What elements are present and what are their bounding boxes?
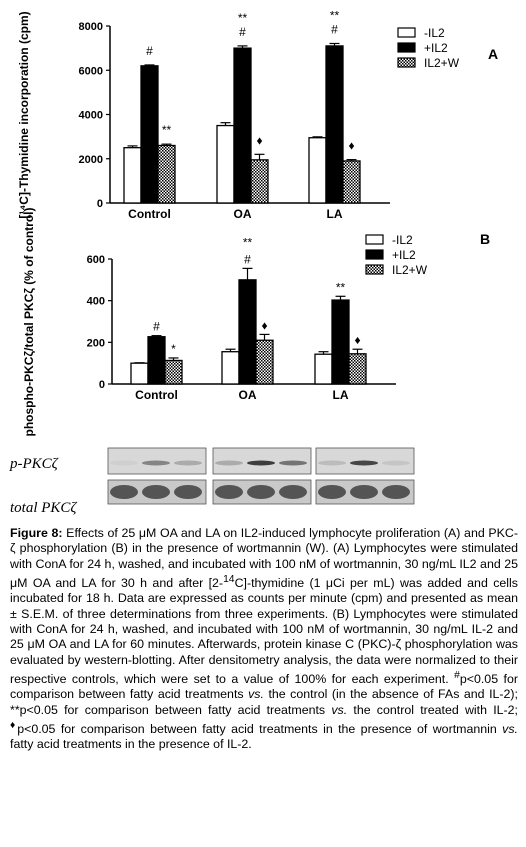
x-tick-label: Control <box>128 207 171 221</box>
x-tick-label: LA <box>332 388 349 402</box>
caption-text-5: the control treated with IL-2; <box>347 702 518 717</box>
legend-label: +IL2 <box>392 248 416 262</box>
bar <box>131 363 148 384</box>
blot-band <box>142 485 170 499</box>
blot-band <box>110 461 138 466</box>
western-blot <box>9 448 414 516</box>
bar <box>158 145 175 203</box>
caption-sup-hash: # <box>454 669 460 681</box>
bar <box>343 161 360 203</box>
panel-letter: B <box>480 231 491 247</box>
caption-vs-3: vs. <box>502 721 518 736</box>
x-tick-label: OA <box>238 388 257 402</box>
bar <box>251 160 268 203</box>
blot-band <box>318 485 346 499</box>
y-tick-label: 0 <box>96 198 103 210</box>
legend-label: -IL2 <box>392 233 413 247</box>
legend-swatch <box>398 28 415 37</box>
blot-band <box>174 485 202 499</box>
y-tick-label: 2000 <box>78 153 103 166</box>
caption-text-6: p<0.05 for comparison between fatty acid treatments in the presence of wortmannin <box>17 721 503 736</box>
blot-band <box>247 461 275 466</box>
y-tick-label: 400 <box>86 295 105 308</box>
bar <box>349 354 366 384</box>
x-tick-label: LA <box>326 207 343 221</box>
caption-text-3: p<0.05 for comparison between fatty acid treatments <box>10 671 518 702</box>
significance-mark: # <box>239 24 246 39</box>
legend-swatch <box>366 265 383 274</box>
significance-mark: ** <box>329 8 340 23</box>
significance-mark: ** <box>237 10 248 25</box>
y-tick-label: 200 <box>86 337 105 350</box>
bar <box>256 340 273 384</box>
caption-sup-diamond: ♦ <box>10 719 18 731</box>
blot-band <box>174 461 202 466</box>
significance-mark: * <box>171 341 176 356</box>
bar <box>222 352 239 384</box>
significance-mark: ♦ <box>354 333 361 348</box>
blot-band <box>142 461 170 466</box>
bar <box>141 66 158 203</box>
legend-label: IL2+W <box>424 56 460 70</box>
blot-band <box>350 485 378 499</box>
blot-band <box>382 461 410 466</box>
significance-mark: ** <box>161 123 172 138</box>
x-tick-label: Control <box>135 388 178 402</box>
blot-band <box>215 461 243 466</box>
bar <box>217 126 234 203</box>
bar <box>148 337 165 384</box>
legend-label: +IL2 <box>424 41 448 55</box>
blot-band <box>350 461 378 466</box>
significance-mark: ♦ <box>256 133 263 148</box>
y-axis-label: [¹⁴C]-Thymidine incorporation (cpm) <box>17 11 31 219</box>
y-tick-label: 0 <box>98 379 105 391</box>
bar <box>239 280 256 384</box>
figure-caption <box>10 526 518 753</box>
bar <box>315 354 332 384</box>
legend-swatch <box>366 235 383 244</box>
legend-swatch <box>366 250 383 259</box>
significance-mark: ** <box>242 235 253 250</box>
caption-text-4: the control (in the absence of FAs and IL-2); **p<0.05 for comparison between fatty acid treatments <box>10 687 518 717</box>
significance-mark: ♦ <box>348 138 355 153</box>
legend-label: IL2+W <box>392 263 428 277</box>
caption-text-7: fatty acid treatments in the presence of IL-2. <box>10 737 252 752</box>
y-tick-label: 6000 <box>78 65 103 78</box>
bar <box>124 148 141 203</box>
chart-panel-b <box>22 207 490 436</box>
blot-band <box>382 485 410 499</box>
significance-mark: # <box>146 43 153 58</box>
significance-mark: # <box>153 319 160 334</box>
caption-sup-14: 14 <box>223 573 235 585</box>
caption-vs-1: vs. <box>248 687 264 702</box>
chart-panel-a <box>17 8 498 221</box>
significance-mark: ♦ <box>261 318 268 333</box>
blot-row-label: total PKCζ <box>10 500 77 516</box>
caption-title: Figure 8: <box>10 526 63 540</box>
legend-swatch <box>398 43 415 52</box>
significance-mark: # <box>244 252 251 267</box>
caption-text-1: Effects of 25 μM OA and LA on IL2-induced lymphocyte proliferation (A) and PKC-ζ phosphorylation (B) in the presence of wortmannin (W). (A) Lymphocytes were stimulated with ConA for 24 h, washed, and incubated with 100 nM of wortmannin, 30 ng/mL IL2 and 25 μM OA and LA for 30 h and after [2- <box>10 526 518 591</box>
bar <box>326 46 343 203</box>
bar <box>309 138 326 203</box>
legend-label: -IL2 <box>424 26 445 40</box>
blot-band <box>110 485 138 499</box>
blot-row-label: p-PKCζ <box>10 456 58 472</box>
y-tick-label: 8000 <box>78 21 103 33</box>
blot-band <box>215 485 243 499</box>
blot-band <box>318 461 346 466</box>
panel-letter: A <box>488 46 499 62</box>
x-tick-label: OA <box>233 207 252 221</box>
y-tick-label: 4000 <box>78 109 103 122</box>
y-axis-label: phospho-PKCζ/total PKCζ (% of control) <box>22 207 36 437</box>
bar <box>234 48 251 203</box>
blot-band <box>279 461 307 466</box>
bar <box>332 300 349 384</box>
y-tick-label: 600 <box>86 254 105 266</box>
caption-vs-2: vs. <box>331 702 348 717</box>
blot-band <box>247 485 275 499</box>
legend-swatch <box>398 58 415 67</box>
significance-mark: # <box>331 22 338 37</box>
bar <box>165 360 182 384</box>
significance-mark: ** <box>335 280 346 295</box>
caption-text-2: C]-thymidine (1 μCi per mL) was added and cells incubated for 18 h. Data are expressed as counts per minute (cpm) and presented as mean ± S.E.M. of three determinations from three experiments. (B) Lymphocytes were stimulated with ConA for 24 h, washed, and incubated with 100 nM of wortmannin, 30 ng/mL IL-2 and 25 μM OA and LA for 60 minutes. Afterwards, protein kinase C (PKC)-ζ phosphorylation was evaluated by western-blotting. After densitometry analysis, the data were normalized to their respective controls, which were set to a value of 100% for each experiment. <box>10 576 518 686</box>
blot-band <box>279 485 307 499</box>
